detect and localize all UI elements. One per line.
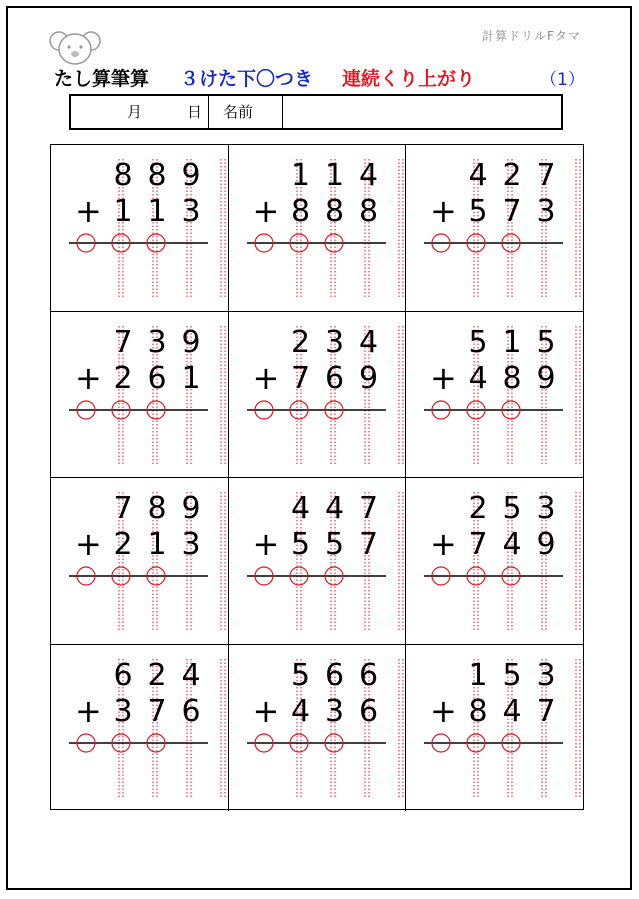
top-digit: 6 [358,657,379,693]
top-digit: 3 [324,324,345,360]
plus-sign: + [430,358,457,397]
top-digit: 3 [536,491,556,526]
name-label: 名前 [223,103,254,121]
bottom-digit: 2 [113,527,133,562]
top-digit: 5 [290,657,311,693]
problem-cell [406,145,584,312]
day-label: 日 [187,103,203,121]
bottom-digit: 5 [290,527,311,562]
problem-cell [229,645,407,812]
bottom-digit: 6 [147,360,167,396]
bottom-digit: 7 [147,693,167,729]
bottom-digit: 4 [502,527,522,562]
title-sub: ３けた下〇つき [180,68,314,90]
bottom-digit: 3 [536,194,556,229]
top-digit: 4 [290,491,311,526]
bottom-digit: 4 [290,693,311,729]
top-digit: 4 [358,324,379,360]
bottom-digit: 7 [536,693,556,729]
bottom-digit: 6 [324,360,345,396]
problem-cell [229,312,407,479]
top-digit: 8 [113,158,133,193]
top-digit: 4 [358,158,379,193]
top-digit: 3 [536,657,556,693]
name-box-divider [282,96,283,128]
plus-sign: + [252,358,280,397]
top-digit: 2 [468,491,488,526]
bottom-digit: 4 [468,360,488,396]
top-digit: 2 [290,324,311,360]
top-digit: 6 [113,657,133,693]
name-box-divider [208,96,209,128]
bottom-digit: 4 [502,693,522,729]
top-digit: 7 [536,158,556,193]
problem-cell [229,145,407,312]
bottom-digit: 8 [290,194,311,229]
bottom-digit: 1 [147,194,167,229]
problem-grid [50,144,584,810]
plus-sign: + [75,691,102,730]
problem-cell [406,478,584,645]
problem-cell [51,145,229,312]
bottom-digit: 1 [113,194,133,229]
bottom-digit: 7 [468,527,488,562]
problem-cell [51,478,229,645]
top-digit: 3 [147,324,167,360]
top-digit: 1 [468,657,488,693]
bottom-digit: 7 [358,527,379,562]
title-row [54,64,594,90]
bottom-digit: 9 [358,360,379,396]
top-digit: 9 [181,158,201,193]
top-digit: 5 [468,324,488,360]
brand-label: 計算ドリルFタマ [482,29,581,43]
top-digit: 7 [113,491,133,526]
bottom-digit: 8 [324,194,345,229]
bottom-digit: 7 [502,194,522,229]
top-digit: 4 [181,657,201,693]
top-digit: 1 [502,324,522,360]
bottom-digit: 2 [113,360,133,396]
problem-cell [51,312,229,479]
plus-sign: + [75,525,102,563]
title-red: 連続くり上がり [342,68,476,90]
koala-icon [47,27,103,67]
top-digit: 4 [324,491,345,526]
problem-cell [406,645,584,812]
problem-cell [51,645,229,812]
bottom-digit: 1 [181,360,201,396]
bottom-digit: 8 [502,360,522,396]
bottom-digit: 6 [181,693,201,729]
bottom-digit: 9 [536,360,556,396]
bottom-digit: 8 [358,194,379,229]
top-digit: 5 [536,324,556,360]
sheet-number: （1） [540,70,585,90]
bottom-digit: 6 [358,693,379,729]
plus-sign: + [75,192,102,230]
top-digit: 2 [147,657,167,693]
bottom-digit: 5 [324,527,345,562]
top-digit: 7 [358,491,379,526]
bottom-digit: 3 [113,693,133,729]
top-digit: 1 [324,158,345,193]
name-box [69,94,563,130]
plus-sign: + [430,691,457,730]
plus-sign: + [252,525,280,563]
bottom-digit: 7 [290,360,311,396]
bottom-digit: 3 [324,693,345,729]
top-digit: 9 [181,491,201,526]
plus-sign: + [252,192,280,230]
top-digit: 5 [502,657,522,693]
top-digit: 7 [113,324,133,360]
bottom-digit: 3 [181,194,201,229]
top-digit: 8 [147,491,167,526]
bottom-digit: 5 [468,194,488,229]
top-digit: 8 [147,158,167,193]
bottom-digit: 9 [536,527,556,562]
top-digit: 6 [324,657,345,693]
top-digit: 9 [181,324,201,360]
plus-sign: + [252,691,280,730]
plus-sign: + [430,192,457,230]
problem-cell [406,312,584,479]
bottom-digit: 3 [181,527,201,562]
bottom-digit: 8 [468,693,488,729]
plus-sign: + [75,358,102,397]
plus-sign: + [430,525,457,563]
top-digit: 1 [290,158,311,193]
top-digit: 4 [468,158,488,193]
bottom-digit: 1 [147,527,167,562]
problem-cell [229,478,407,645]
top-digit: 2 [502,158,522,193]
top-digit: 5 [502,491,522,526]
title-main: たし算筆算 [54,68,150,90]
month-label: 月 [127,103,143,121]
